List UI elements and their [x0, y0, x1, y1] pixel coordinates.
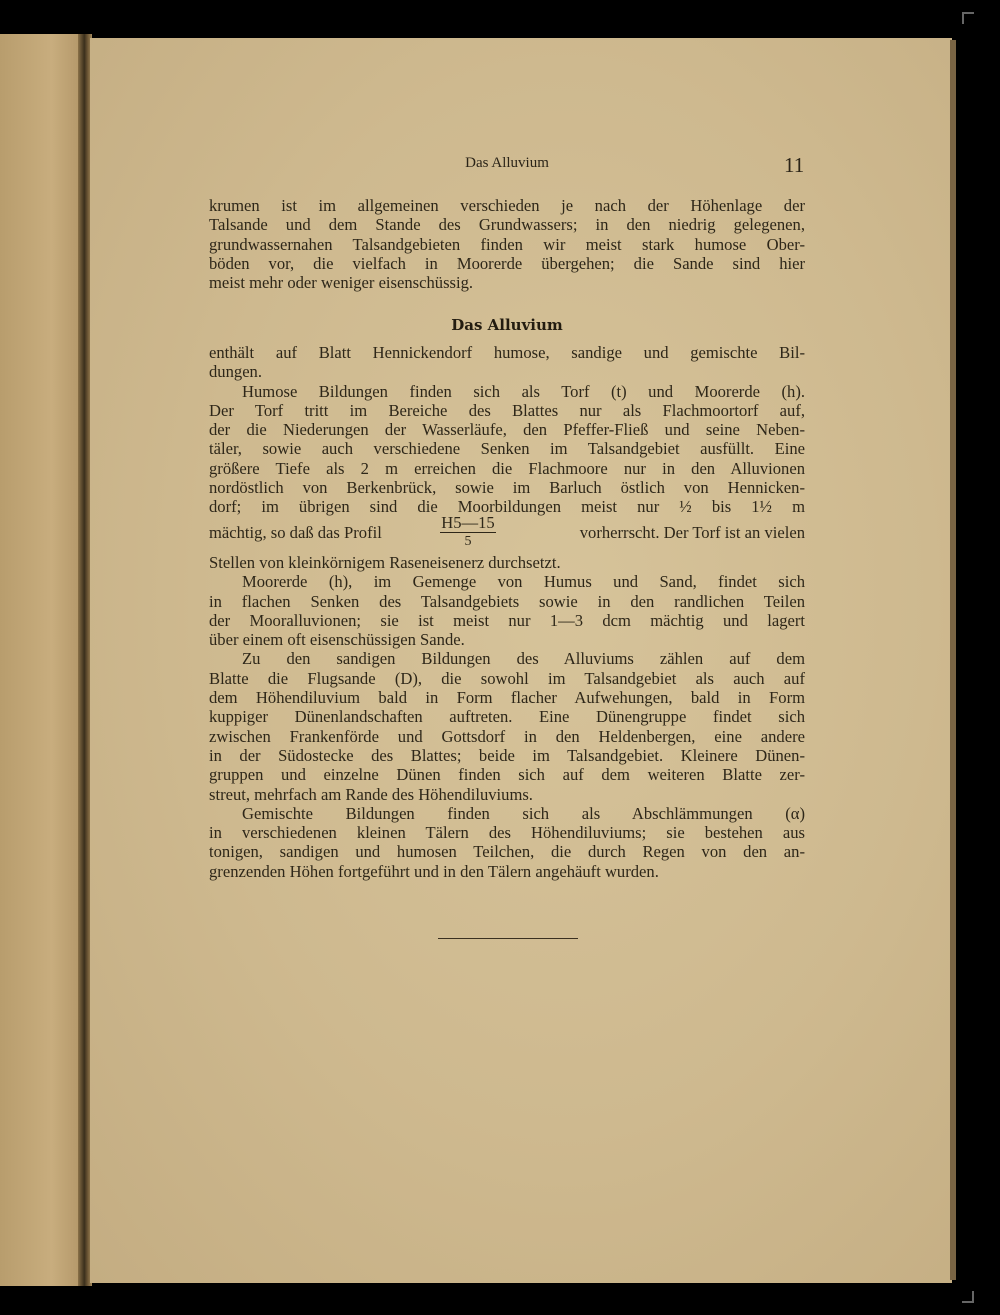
- page-number: 11: [784, 153, 805, 177]
- text-line: nordöstlich von Berkenbrück, sowie im Barluch östlich von Hennicken-: [209, 478, 805, 498]
- text-line: Der Torf tritt im Bereiche des Blattes nur als Flachmoortorf auf,: [209, 400, 805, 420]
- section-heading: Das Alluvium: [451, 316, 563, 334]
- intro-paragraph: [209, 196, 805, 292]
- section-body-continued: [209, 553, 805, 881]
- formula-lead-text: mächtig, so daß das Profil: [209, 523, 382, 542]
- text-line: enthält auf Blatt Hennickendorf humose, sandige und gemischte Bil-: [209, 343, 805, 362]
- text-line: in verschiedenen kleinen Tälern des Höhendiluviums; sie bestehen aus: [209, 823, 805, 843]
- formula-trail-text: vorherrscht. Der Torf ist an vielen: [579, 523, 805, 542]
- text-line: Moorerde (h), im Gemenge von Humus und Sand, findet sich: [242, 572, 805, 592]
- text-line: dorf; im übrigen sind die Moorbildungen meist nur ½ bis 1½ m: [209, 497, 805, 517]
- section-body: [209, 343, 805, 517]
- text-line: Stellen von kleinkörnigem Raseneisenerz durchsetzt.: [209, 553, 561, 572]
- text-line: kuppiger Dünenlandschaften auftreten. Eine Dünengruppe findet sich: [209, 707, 805, 727]
- text-line: grundwassernahen Talsandgebieten finden wir meist stark humose Ober-: [209, 234, 805, 254]
- text-line: größere Tiefe als 2 m erreichen die Flachmoore nur in den Alluvionen: [209, 458, 805, 478]
- fraction-numerator: H5—15: [441, 513, 495, 532]
- text-line: dungen.: [209, 362, 262, 382]
- running-header: Das Alluvium: [465, 155, 549, 171]
- text-line: über einem oft eisenschüssigen Sande.: [209, 630, 465, 650]
- crop-mark-top: [962, 12, 974, 24]
- facing-page-edge: [0, 34, 86, 1286]
- text-line: der die Niederungen der Wasserläufe, den Pfeffer-Fließ und seine Neben-: [209, 420, 805, 440]
- text-line: Blatte die Flugsande (D), die sowohl im Talsandgebiet als auch auf: [209, 668, 805, 688]
- end-rule: [438, 938, 578, 939]
- profile-formula-line: [209, 514, 805, 554]
- text-line: dem Höhendiluvium bald in Form flacher Aufwehungen, bald in Form: [209, 688, 805, 708]
- text-line: Gemischte Bildungen finden sich als Abschlämmungen (α): [242, 803, 805, 823]
- text-line: streut, mehrfach am Rande des Höhendiluviums.: [209, 784, 533, 804]
- fraction-denominator: 5: [464, 534, 472, 549]
- text-line: tonigen, sandigen und humosen Teilchen, die durch Regen von den an-: [209, 842, 805, 862]
- crop-mark-bottom: [962, 1291, 974, 1303]
- text-line: grenzenden Höhen fortgeführt und in den Tälern angehäuft wurden.: [209, 861, 659, 881]
- text-line: Talsande und dem Stande des Grundwassers; in den niedrig gelegenen,: [209, 215, 805, 235]
- text-line: krumen ist im allgemeinen verschieden je nach der Höhenlage der: [209, 196, 805, 215]
- text-line: in der Südostecke des Blattes; beide im Talsandgebiet. Kleinere Dünen-: [209, 745, 805, 765]
- text-line: in flachen Senken des Talsandgebiets sowie in den randlichen Teilen: [209, 591, 805, 611]
- text-line: Zu den sandigen Bildungen des Alluviums zählen auf dem: [242, 649, 805, 669]
- text-line: böden vor, die vielfach in Moorerde übergehen; die Sande sind hier: [209, 253, 805, 273]
- text-line: meist mehr oder weniger eisenschüssig.: [209, 273, 474, 293]
- text-line: Humose Bildungen finden sich als Torf (t) und Moorerde (h).: [242, 381, 805, 401]
- page-edge-shadow: [950, 40, 956, 1280]
- text-line: gruppen und einzelne Dünen finden sich auf dem weiteren Blatte zer-: [209, 765, 805, 785]
- text-line: zwischen Frankenförde und Gottsdorf in den Heldenbergen, eine andere: [209, 726, 805, 746]
- text-line: der Mooralluvionen; sie ist meist nur 1—3 dcm mächtig und lagert: [209, 610, 805, 630]
- profile-fraction: [438, 514, 498, 551]
- text-line: täler, sowie auch verschiedene Senken im Talsandgebiet ausfüllt. Eine: [209, 439, 805, 459]
